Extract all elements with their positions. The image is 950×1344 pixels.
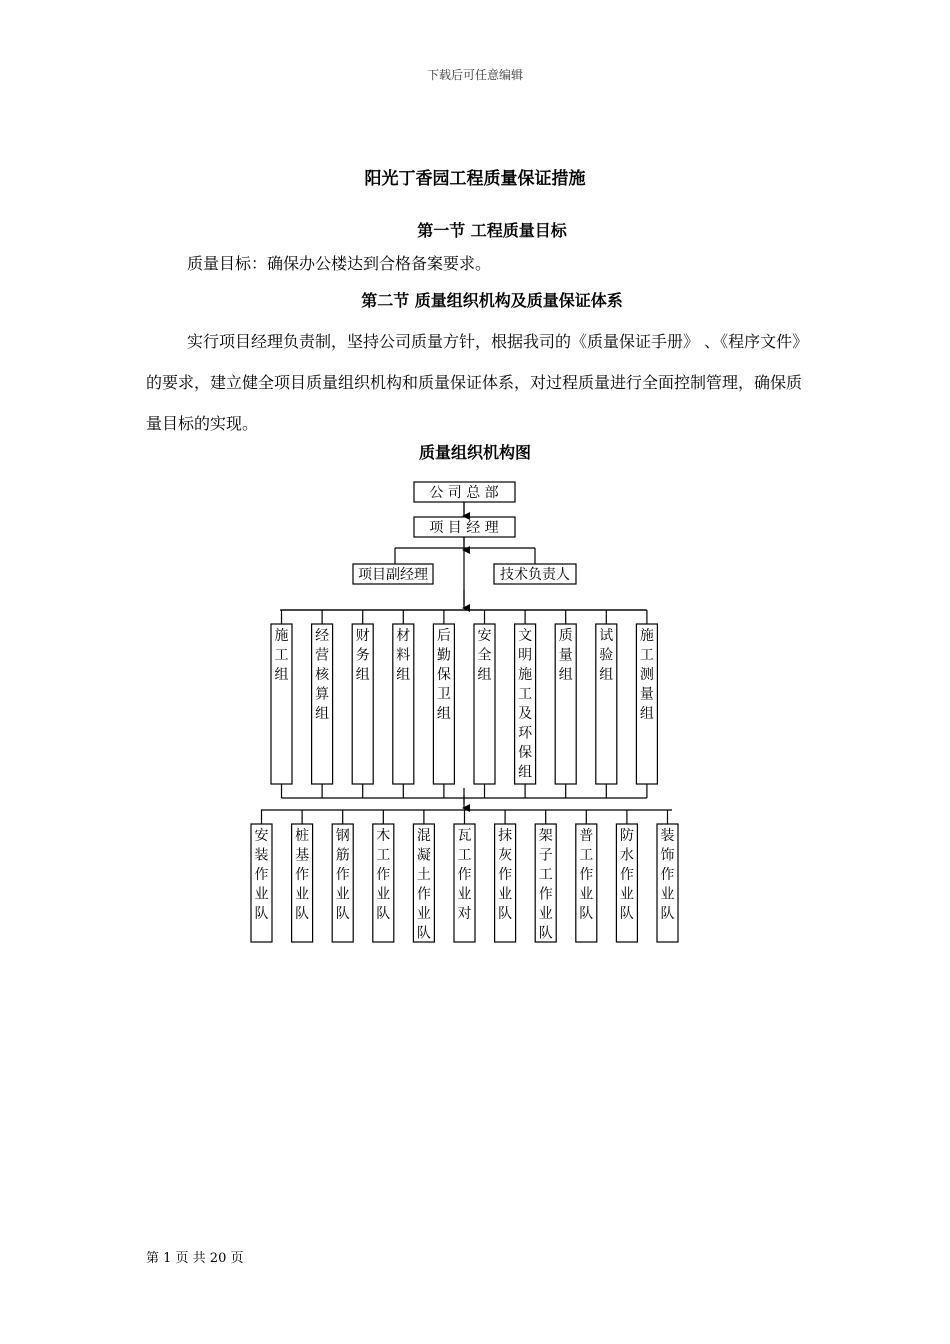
- org-chart-title: 质量组织机构图: [418, 443, 531, 462]
- org-team-label: 安装作业队: [254, 828, 269, 922]
- org-manager-label: 项 目 经 理: [429, 520, 499, 536]
- org-team-label: 钢筋作业队: [335, 828, 350, 922]
- org-team-label: 装饰作业队: [660, 828, 675, 922]
- org-team-label: 普工作业队: [579, 828, 594, 922]
- org-team-label: 抹灰作业队: [498, 828, 513, 922]
- org-group-label: 施工组: [274, 628, 289, 683]
- org-team-label: 架子工作业队: [538, 828, 553, 942]
- org-team-label: 木工作业队: [376, 828, 391, 922]
- org-team-label: 瓦工作业对: [457, 828, 472, 922]
- org-deputy-label-2: 技术负责人: [500, 567, 570, 583]
- org-group-label: 安全组: [477, 628, 492, 683]
- org-group-label: 施工测量组: [639, 628, 654, 722]
- org-group-label: 后勤保卫组: [436, 628, 451, 722]
- org-group-label: 质量组: [558, 628, 573, 683]
- org-group-label: 文明施工及环保组: [518, 628, 533, 781]
- page-header: 下载后可任意编辑: [426, 68, 523, 82]
- org-group-label: 财务组: [355, 628, 370, 683]
- org-team-label: 桩基作业队: [295, 828, 310, 922]
- org-group-label: 试验组: [599, 628, 614, 683]
- section1-text: 质量目标：确保办公楼达到合格备案要求。: [187, 254, 492, 273]
- section1-heading: 第一节 工程质量目标: [417, 221, 567, 240]
- page-footer: 第 1 页 共 20 页: [146, 1251, 244, 1266]
- org-team-label: 混凝土作业队: [416, 828, 431, 942]
- org-group-label: 经营核算组: [315, 628, 330, 722]
- section2-text: 实行项目经理负责制，坚持公司质量方针，根据我司的《质量保证手册》 、《程序文件》的要求，建立健全项目质量组织机构和质量保证体系，对过程质量进行全面控制管理，确保质量目标的实现。: [146, 332, 803, 433]
- section2-heading: 第二节 质量组织机构及质量保证体系: [361, 291, 623, 310]
- org-team-label: 防水作业队: [619, 828, 634, 922]
- org-deputy-label-1: 项目副经理: [358, 567, 428, 583]
- org-group-label: 材料组: [396, 628, 411, 683]
- org-top-label: 公 司 总 部: [429, 485, 499, 501]
- document-title: 阳光丁香园工程质量保证措施: [364, 169, 586, 189]
